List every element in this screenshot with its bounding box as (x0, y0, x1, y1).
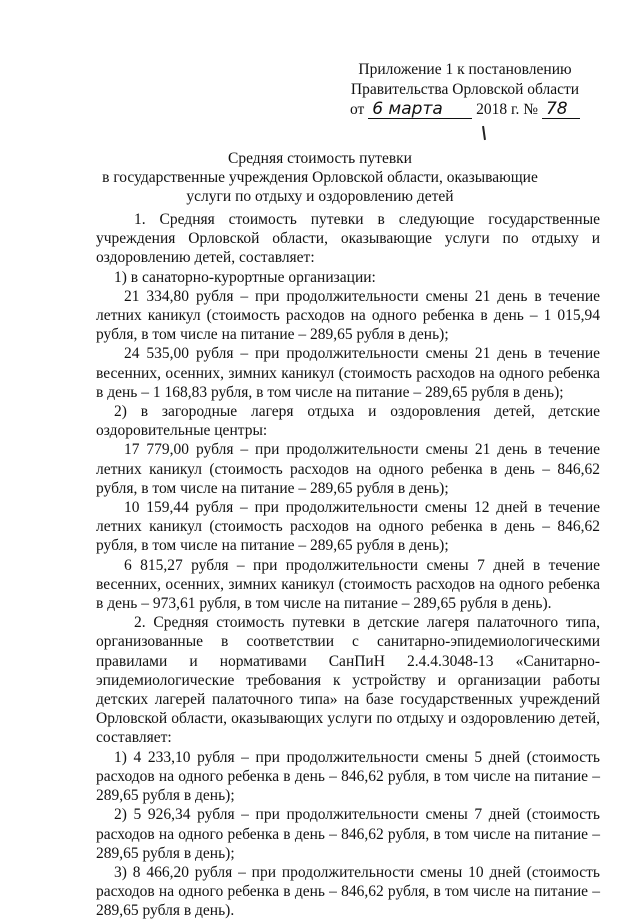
appendix-header (330, 60, 600, 120)
paragraph-2: 2. Средняя стоимость путевки в детские лагеря палаточного типа, организованные в соответствии с санитарно-эпидемиологическими правилами и нормативами СанПиН 2.4.4.3048-13 «Санитарно-эпидемиологические требования к устройству и организации работы детских лагерей палаточного типа» на базе государственных учреждений Орловской области, оказывающих услуги по отдыху и оздоровлению детей, составляет: (96, 614, 600, 747)
paragraph-1-item-2b: 10 159,44 рубля – при продолжительности смены 12 дней в течение летних каникул (стоимость расходов на одного ребенка в день – 846,62 рубля, в том числе на питание – 289,65 рубля в день); (96, 499, 600, 555)
paragraph-1: 1. Средняя стоимость путевки в следующие государственные учреждения Орловской области, оказывающие услуги по отдыху и оздоровлению детей, составляет: (96, 211, 600, 267)
document-title (100, 149, 540, 206)
paragraph-1-item-1: 1) в санаторно-курортные организации: (114, 268, 376, 286)
paragraph-2-item-2: 2) 5 926,34 рубля – при продолжительности смены 7 дней (стоимость расходов на одного ребенка в день – 846,62 рубля, в том числе на питание – 289,65 рубля в день); (96, 806, 600, 862)
pen-mark (482, 126, 486, 140)
appendix-date-line (330, 100, 600, 120)
handwritten-date: 6 марта (368, 101, 472, 119)
paragraph-1-item-2a: 17 779,00 рубля – при продолжительности смены 21 день в течение летних каникул (стоимость расходов на одного ребенка в день – 846,62 рубля, в том числе на питание – 289,65 рубля в день); (96, 441, 600, 497)
paragraph-1-item-2c: 6 815,27 рубля – при продолжительности смены 7 дней в течение весенних, осенних, зимних каникул (стоимость расходов на одного ребенка в день – 973,61 рубля, в том числе на питание – 289,65 рубля в день). (96, 556, 600, 613)
paragraph-1-item-1b: 24 535,00 рубля – при продолжительности смены 21 день в течение весенних, осенних, зимних каникул (стоимость расходов на одного ребенка в день – 1 168,83 рубля, в том числе на питание – 289,65 рубля в день); (96, 345, 600, 401)
paragraph-2-item-3: 3) 8 466,20 рубля – при продолжительности смены 10 дней (стоимость расходов на одного ребенка в день – 846,62 рубля, в том числе на питание – 289,65 рубля в день). (96, 863, 600, 920)
title-line-3: услуги по отдыху и оздоровлению детей (186, 188, 454, 205)
handwritten-number: 78 (542, 101, 580, 119)
title-line-1: Средняя стоимость путевки (228, 150, 412, 167)
year-text: 2018 г. № (476, 101, 539, 118)
paragraph-1-item-2: 2) в загородные лагеря отдыха и оздоровления детей, детские оздоровительные центры: (96, 403, 600, 440)
paragraph-1-item-1a: 21 334,80 рубля – при продолжительности смены 21 день в течение летних каникул (стоимость расходов на одного ребенка в день – 1 015,94 рубля, в том числе на питание – 289,65 рубля в день); (96, 287, 600, 344)
from-prefix: от (350, 101, 365, 118)
appendix-line-2: Правительства Орловской области (350, 81, 580, 98)
paragraph-2-item-1: 1) 4 233,10 рубля – при продолжительности смены 5 дней (стоимость расходов на одного ребенка в день – 846,62 рубля, в том числе на питание – 289,65 рубля в день); (96, 748, 600, 805)
document-body (96, 210, 600, 921)
title-line-2: в государственные учреждения Орловской области, оказывающие (102, 169, 538, 186)
appendix-line-1: Приложение 1 к постановлению (358, 61, 572, 78)
